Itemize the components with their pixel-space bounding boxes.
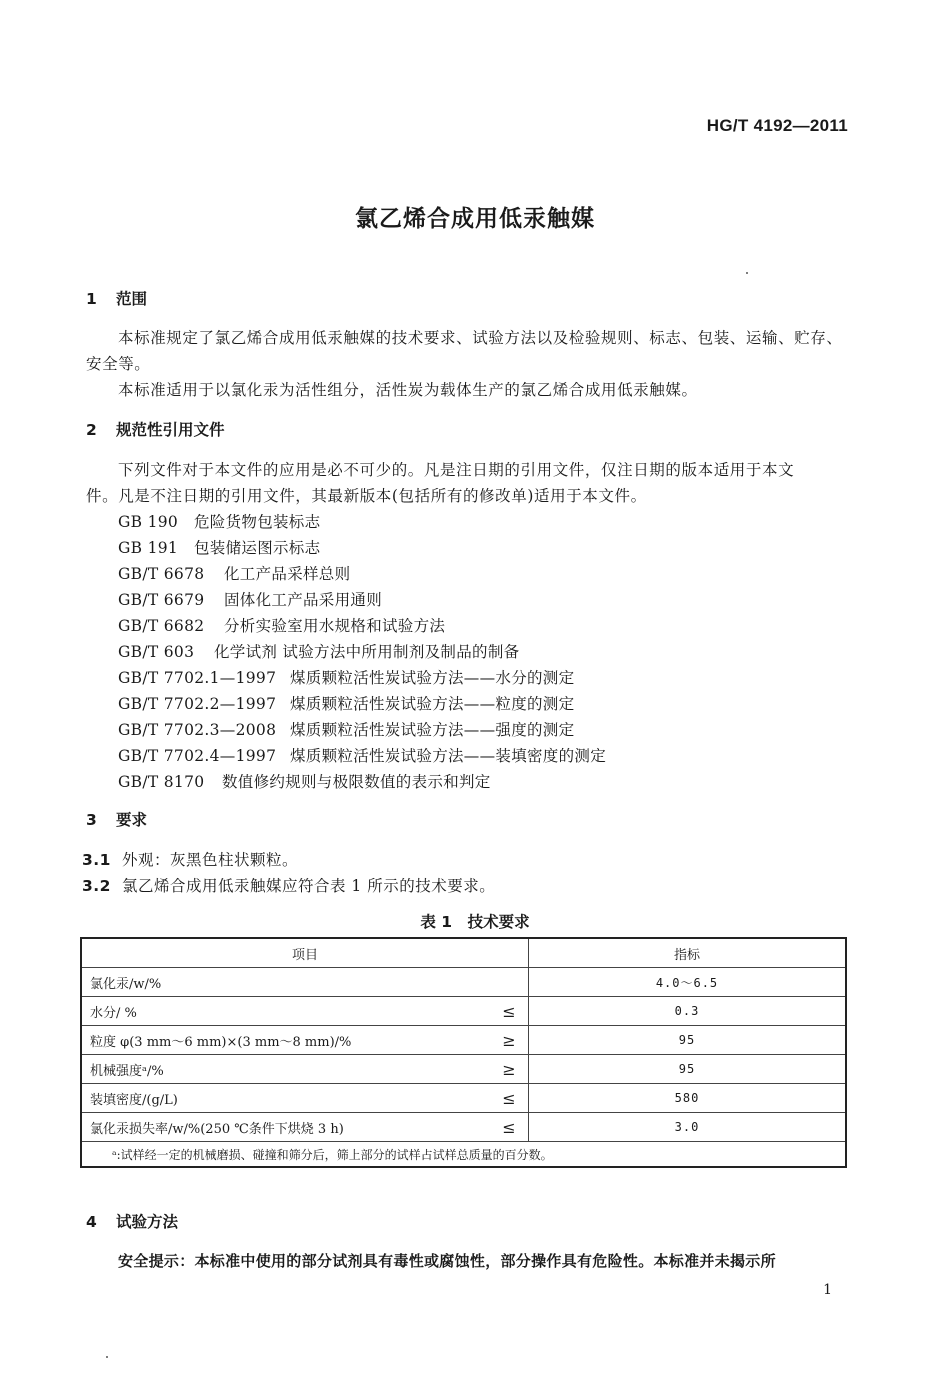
reference-item <box>118 666 574 688</box>
table-row <box>81 1055 846 1084</box>
reference-name: 化学试剂 试验方法中所用制剂及制品的制备 <box>214 643 520 661</box>
section-title: 要求 <box>116 811 148 829</box>
table-footnote: ᵃ:试样经一定的机械磨损、碰撞和筛分后，筛上部分的试样占试样总质量的百分数。 <box>81 1142 846 1168</box>
reference-name: 固体化工产品采用通则 <box>224 591 383 609</box>
row-value: 95 <box>529 1026 847 1055</box>
reference-item <box>118 692 574 714</box>
section-number: 3 <box>86 811 97 829</box>
section-2-heading <box>86 418 225 440</box>
reference-code: GB/T 7702.1—1997 <box>118 669 277 687</box>
clause-number: 3.1 <box>82 851 111 869</box>
section-title: 范围 <box>116 290 148 308</box>
reference-item <box>118 770 491 792</box>
section-1-paragraph-2: 本标准适用于以氯化汞为活性组分，活性炭为载体生产的氯乙烯合成用低汞触媒。 <box>118 381 698 399</box>
row-item: 装填密度/(g/L) <box>81 1084 490 1113</box>
reference-name: 煤质颗粒活性炭试验方法——强度的测定 <box>290 721 575 739</box>
reference-name: 分析实验室用水规格和试验方法 <box>224 617 446 635</box>
page-number: 1 <box>823 1282 832 1298</box>
section-title: 试验方法 <box>116 1213 179 1231</box>
row-comparator: ≥ <box>490 1055 529 1084</box>
column-header-value: 指标 <box>529 938 847 968</box>
row-item: 机械强度ᵃ/% <box>81 1055 490 1084</box>
reference-item <box>118 718 574 740</box>
reference-code: GB/T 6682 <box>118 617 205 635</box>
row-comparator: ≥ <box>490 1026 529 1055</box>
table-header-row <box>81 938 846 968</box>
reference-code: GB/T 7702.3—2008 <box>118 721 277 739</box>
row-item: 氯化汞/w/% <box>81 968 490 997</box>
reference-code: GB/T 7702.2—1997 <box>118 695 277 713</box>
reference-code: GB 190 <box>118 513 179 531</box>
reference-name: 煤质颗粒活性炭试验方法——水分的测定 <box>290 669 575 687</box>
column-header-item: 项目 <box>81 938 529 968</box>
safety-warning: 安全提示：本标准中使用的部分试剂具有毒性或腐蚀性，部分操作具有危险性。本标准并未揭示所 <box>118 1252 776 1270</box>
row-comparator: ≤ <box>490 1084 529 1113</box>
clause-number: 3.2 <box>82 877 111 895</box>
reference-item <box>118 588 382 610</box>
section-title: 规范性引用文件 <box>116 421 225 439</box>
row-value: 3.0 <box>529 1113 847 1142</box>
reference-name: 煤质颗粒活性炭试验方法——装填密度的测定 <box>290 747 607 765</box>
reference-name: 化工产品采样总则 <box>224 565 351 583</box>
section-1-paragraph-1-line-2: 安全等。 <box>86 355 151 373</box>
row-item: 粒度 φ(3 mm～6 mm)×(3 mm～8 mm)/% <box>81 1026 490 1055</box>
reference-code: GB/T 8170 <box>118 773 205 791</box>
reference-item <box>118 510 320 532</box>
reference-code: GB/T 6678 <box>118 565 205 583</box>
table-row <box>81 997 846 1026</box>
row-item: 氯化汞损失率/w/%(250 ℃条件下烘烧 3 h) <box>81 1113 490 1142</box>
reference-code: GB 191 <box>118 539 179 557</box>
section-3-heading <box>86 808 147 830</box>
requirement-item <box>82 848 298 870</box>
row-item: 水分/ % <box>81 997 490 1026</box>
clause-text: 氯乙烯合成用低汞触媒应符合表 1 所示的技术要求。 <box>122 877 496 895</box>
clause-text: 外观：灰黑色柱状颗粒。 <box>122 851 299 869</box>
section-2-paragraph-line-2: 件。凡是不注日期的引用文件，其最新版本(包括所有的修改单)适用于本文件。 <box>86 487 647 505</box>
reference-name: 危险货物包装标志 <box>194 513 321 531</box>
reference-name: 包装储运图示标志 <box>194 539 321 557</box>
section-4-heading <box>86 1210 178 1232</box>
reference-item <box>118 562 350 584</box>
reference-code: GB/T 7702.4—1997 <box>118 747 277 765</box>
row-value: 580 <box>529 1084 847 1113</box>
table-row <box>81 1026 846 1055</box>
section-number: 2 <box>86 421 97 439</box>
section-number: 1 <box>86 290 97 308</box>
table-row <box>81 968 846 997</box>
reference-item <box>118 744 606 766</box>
reference-item <box>118 536 320 558</box>
section-1-paragraph-1-line-1: 本标准规定了氯乙烯合成用低汞触媒的技术要求、试验方法以及检验规则、标志、包装、运输、贮存、 <box>118 329 843 347</box>
section-2-paragraph-line-1: 下列文件对于本文件的应用是必不可少的。凡是注日期的引用文件，仅注日期的版本适用于本文 <box>118 461 795 479</box>
scan-speck <box>746 272 748 274</box>
row-value: 95 <box>529 1055 847 1084</box>
reference-code: GB/T 603 <box>118 643 195 661</box>
section-number: 4 <box>86 1213 97 1231</box>
table-caption: 表 1 技术要求 <box>420 913 530 931</box>
row-value: 4.0～6.5 <box>529 968 847 997</box>
table-row <box>81 1113 846 1142</box>
reference-name: 煤质颗粒活性炭试验方法——粒度的测定 <box>290 695 575 713</box>
row-comparator <box>490 968 529 997</box>
row-comparator: ≤ <box>490 1113 529 1142</box>
technical-requirements-table <box>80 937 847 1168</box>
standard-number: HG/T 4192—2011 <box>706 116 848 135</box>
document-title: 氯乙烯合成用低汞触媒 <box>355 206 595 232</box>
table-note-row <box>81 1142 846 1168</box>
row-value: 0.3 <box>529 997 847 1026</box>
reference-code: GB/T 6679 <box>118 591 205 609</box>
reference-item <box>118 640 519 662</box>
section-1-heading <box>86 287 147 309</box>
scan-speck <box>106 1356 108 1358</box>
row-comparator: ≤ <box>490 997 529 1026</box>
requirement-item <box>82 874 495 896</box>
table-row <box>81 1084 846 1113</box>
reference-name: 数值修约规则与极限数值的表示和判定 <box>222 773 491 791</box>
reference-item <box>118 614 445 636</box>
